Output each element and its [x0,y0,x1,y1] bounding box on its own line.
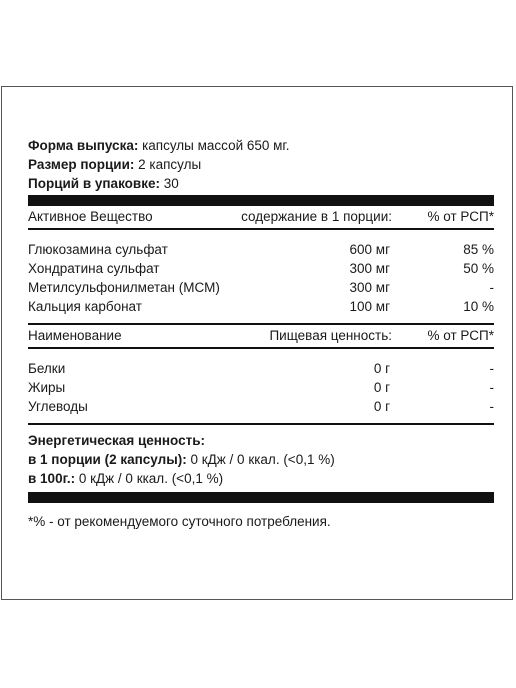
row-name: Кальция карбонат [28,299,142,314]
table-row [28,278,494,297]
energy-per-100g-label: в 100г.: [28,471,76,486]
supplement-facts [28,136,494,531]
row-amount: 300 мг [349,261,390,276]
nutrition-header-name: Наименование [28,328,122,343]
nutrition-header-percent: % от РСП* [427,328,494,343]
servings-per-container-label: Порций в упаковке: [28,176,160,191]
row-name: Белки [28,361,66,376]
servings-per-container-value: 30 [159,176,179,191]
row-name: Метилсульфонилметан (МСМ) [28,280,220,295]
row-percent: - [489,399,494,414]
active-table-header [28,206,494,228]
release-form-line [28,136,494,155]
active-header-percent: % от РСП* [427,209,494,224]
row-percent: 85 % [463,242,494,257]
table-row [28,297,494,316]
row-name: Глюкозамина сульфат [28,242,168,257]
row-amount: 100 мг [349,299,390,314]
release-form-label: Форма выпуска: [28,138,139,153]
nutrition-header-value: Пищевая ценность: [269,328,392,343]
row-name: Хондратина сульфат [28,261,160,276]
energy-per-serving-line [28,450,494,469]
energy-per-serving-value: 0 кДж / 0 ккал. (<0,1 %) [186,452,335,467]
table-row [28,240,494,259]
row-amount: 0 г [373,380,390,395]
row-percent: - [489,280,494,295]
row-amount: 0 г [373,361,390,376]
row-percent: - [489,380,494,395]
footnote: *% - от рекомендуемого суточного потребления. [28,514,331,529]
thick-divider [28,195,494,206]
serving-size-label: Размер порции: [28,157,135,172]
nutrition-table-header [28,325,494,347]
table-row [28,359,494,378]
row-amount: 600 мг [349,242,390,257]
thick-divider [28,492,494,503]
servings-per-container-line [28,174,494,193]
energy-per-serving-label: в 1 порции (2 капсулы): [28,452,187,467]
active-header-amount: содержание в 1 порции: [241,209,392,224]
row-name: Жиры [28,380,66,395]
row-name: Углеводы [28,399,88,414]
energy-per-100g-line [28,469,494,488]
row-percent: 50 % [463,261,494,276]
release-form-value: капсулы массой 650 мг. [138,138,290,153]
serving-size-line [28,155,494,174]
active-header-name: Активное Вещество [28,209,153,224]
row-amount: 0 г [373,399,390,414]
table-row [28,259,494,278]
row-percent: 10 % [463,299,494,314]
row-amount: 300 мг [349,280,390,295]
table-row [28,397,494,416]
energy-per-100g-value: 0 кДж / 0 ккал. (<0,1 %) [75,471,224,486]
table-row [28,378,494,397]
serving-size-value: 2 капсулы [134,157,202,172]
row-percent: - [489,361,494,376]
energy-title: Энергетическая ценность: [28,433,206,448]
